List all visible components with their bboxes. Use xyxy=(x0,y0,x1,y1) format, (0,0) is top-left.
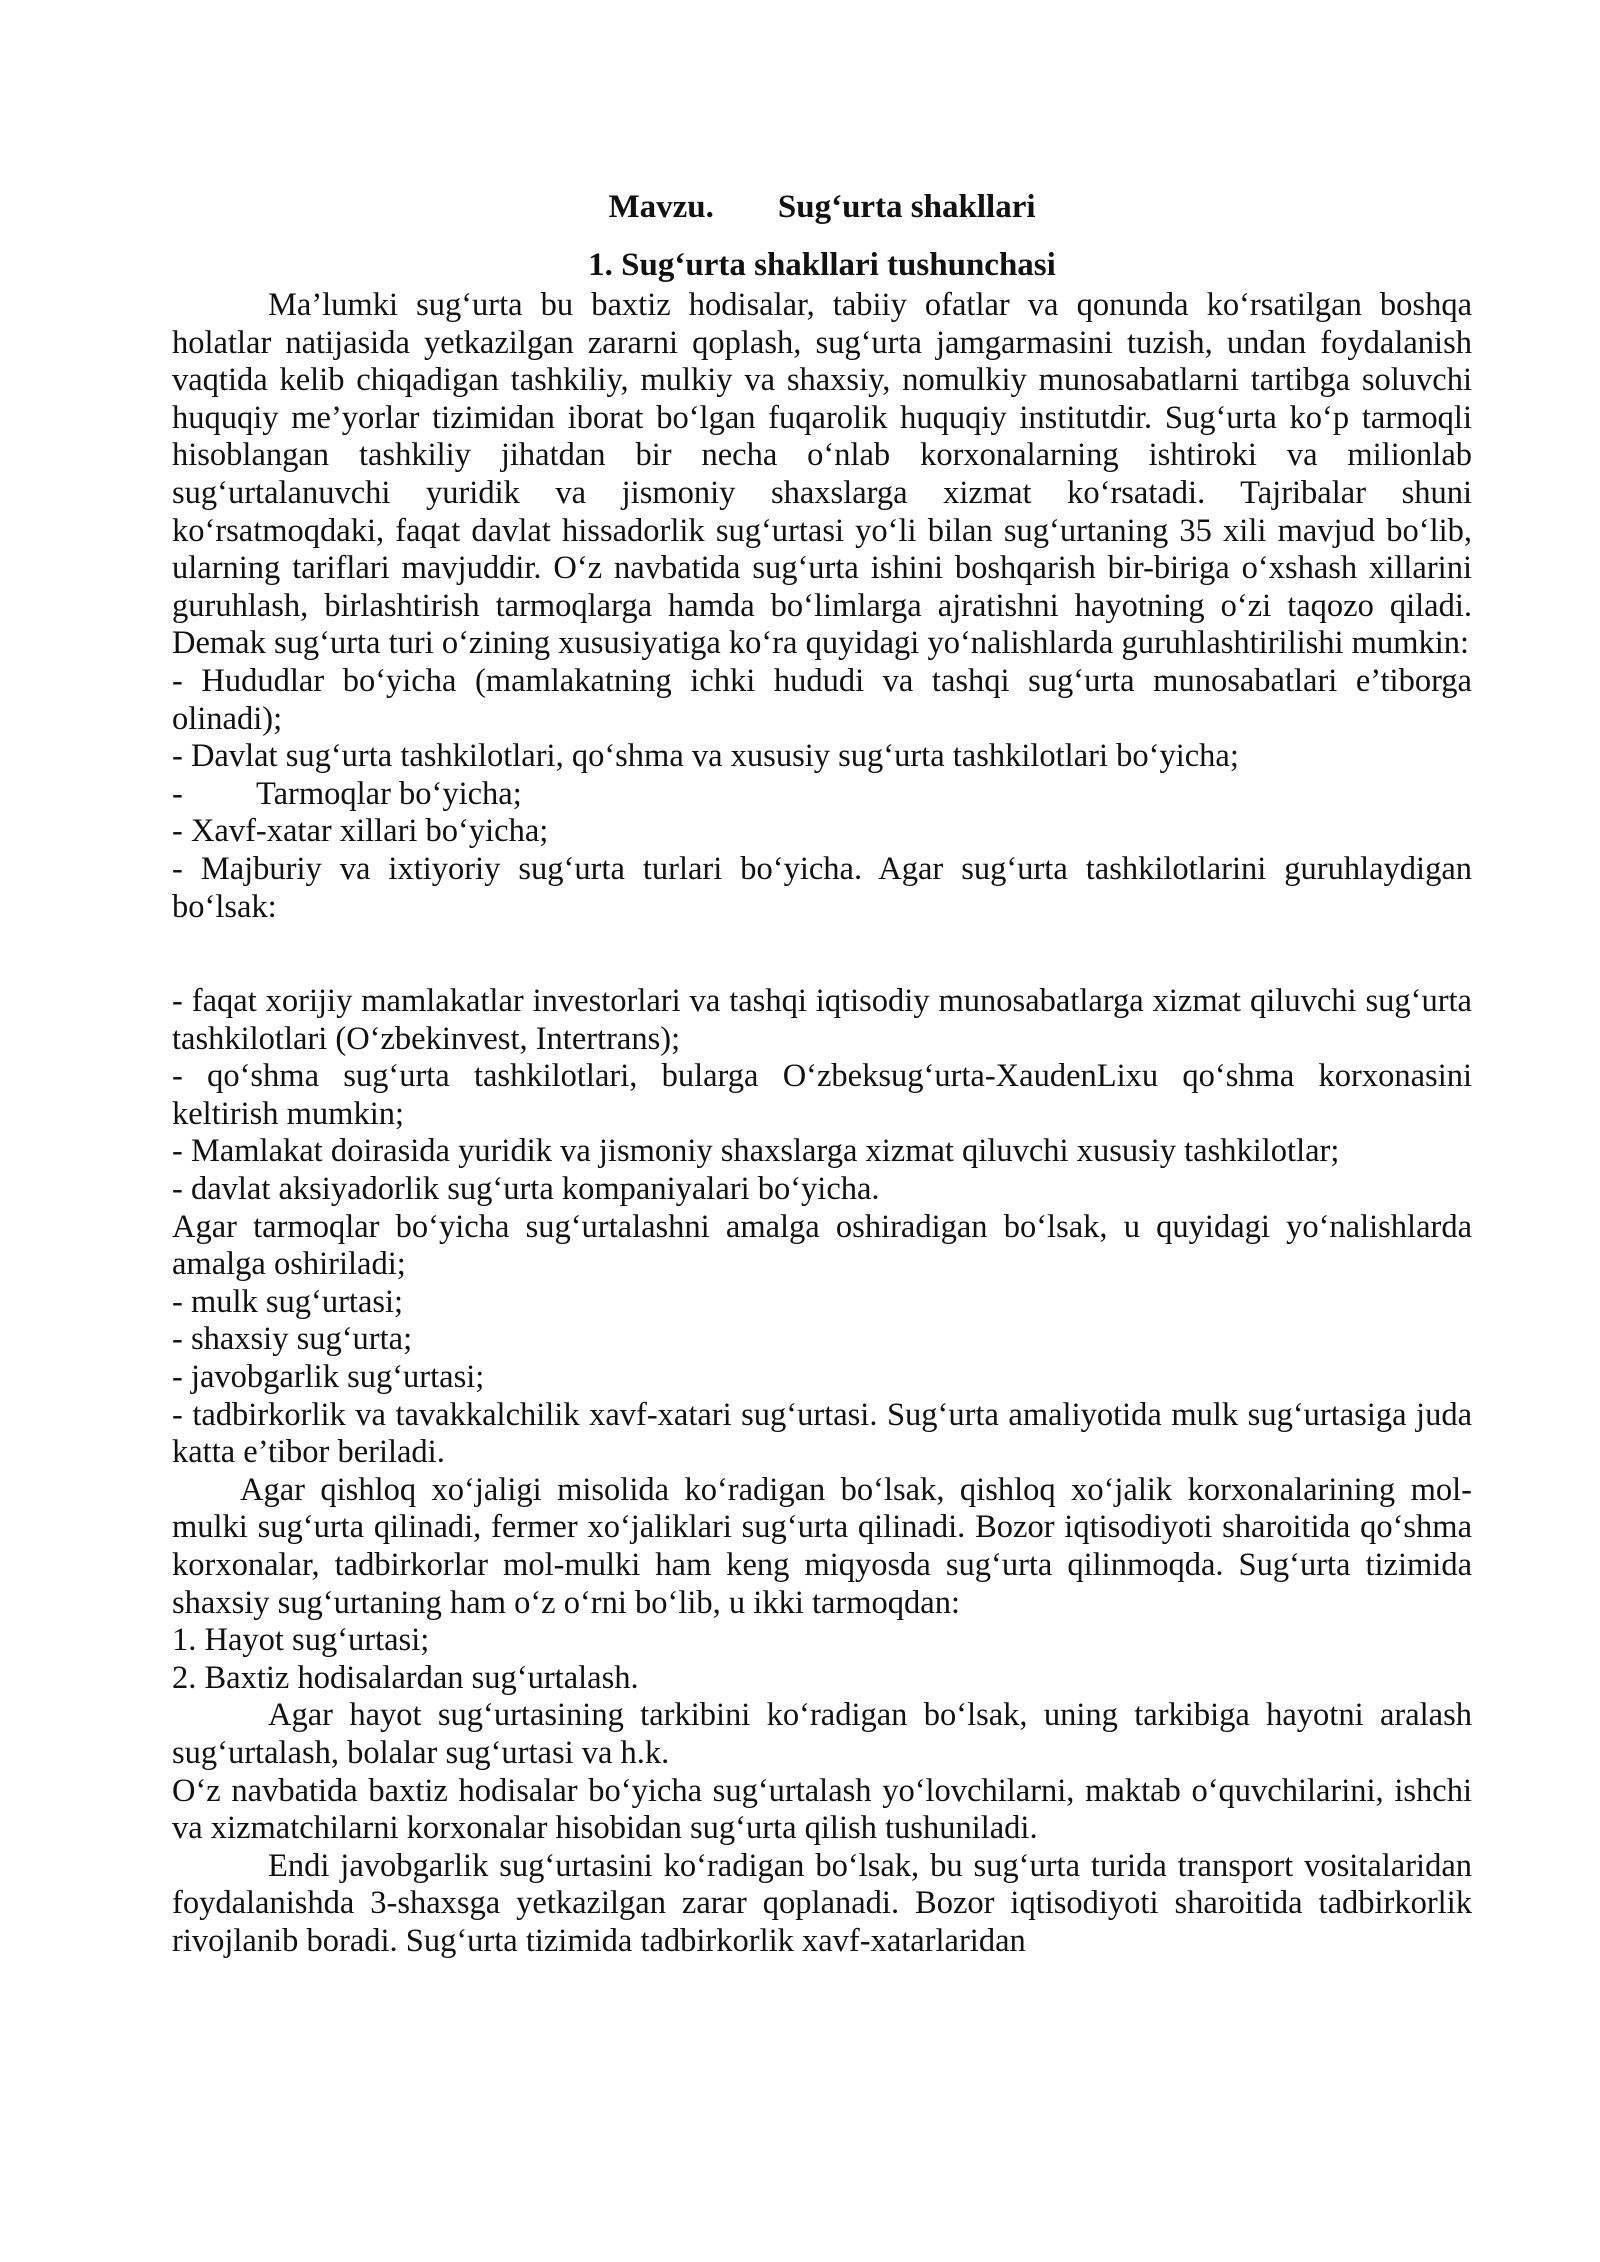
list-dash: - xyxy=(172,775,183,812)
title-mavzu: Mavzu. xyxy=(608,189,714,225)
document-body xyxy=(172,187,1472,1961)
personal-list-item: 2. Baxtiz hodisalardan sug‘urtalash. xyxy=(172,1659,639,1696)
page-title xyxy=(172,187,1472,227)
blank-line xyxy=(172,926,1472,983)
grouping-list-item: - Majburiy va ixtiyoriy sug‘urta turlari bo‘yicha. Agar sug‘urta tashkilotlarini guruhlaydigan bo‘lsak: xyxy=(172,850,1472,925)
life-paragraph: Agar hayot sug‘urtasining tarkibini ko‘radigan bo‘lsak, uning tarkibiga hayotni aralash sug‘urtalash, bolalar sug‘urtasi va h.k. xyxy=(172,1697,1472,1771)
accident-paragraph: O‘z navbatida baxtiz hodisalar bo‘yicha sug‘urtalash yo‘lovchilarni, maktab o‘quvchilarini, ishchi va xizmatchilarni korxonalar hisobidan sug‘urta qilish tushuniladi. xyxy=(172,1772,1472,1847)
organizations-list-item: - qo‘shma sug‘urta tashkilotlari, bularga O‘zbeksug‘urta-XaudenLixu qo‘shma korxonasini keltirish mumkin; xyxy=(172,1058,1472,1132)
list-item-text: Tarmoqlar bo‘yicha; xyxy=(256,775,522,812)
branches-intro: Agar tarmoqlar bo‘yicha sug‘urtalashni amalga oshiradigan bo‘lsak, u quyidagi yo‘nalishlarda amalga oshiriladi; xyxy=(172,1208,1472,1283)
grouping-list-item: - Davlat sug‘urta tashkilotlari, qo‘shma va xususiy sug‘urta tashkilotlari bo‘yicha; xyxy=(172,738,1239,775)
branches-list-item: - tadbirkorlik va tavakkalchilik xavf-xatari sug‘urtasi. Sug‘urta amaliyotida mulk sug‘urtasiga juda katta e’tibor beriladi. xyxy=(172,1396,1472,1471)
intro-paragraph: Ma’lumki sug‘urta bu baxtiz hodisalar, tabiiy ofatlar va qonunda ko‘rsatilgan boshqa holatlar natijasida yetkazilgan zararni qoplash, sug‘urta jamgarmasini tuzish, undan foydalanish vaqtida kelib chiqadigan tashkiliy, mulkiy va shaxsiy, nomulkiy munosabatlarni tartibga soluvchi huquqiy me’yorlar tizimidan iborat bo‘lgan fuqarolik huquqiy institutdir. Sug‘urta ko‘p tarmoqli hisoblangan tashkiliy jihatdan bir necha o‘nlab korxonalarning ishtiroki va milionlab sug‘urtalanuvchi yuridik va jismoniy shaxslarga xizmat ko‘rsatadi. Tajribalar shuni ko‘rsatmoqdaki, faqat davlat hissadorlik sug‘urtasi yo‘li bilan sug‘urtaning 35 xili mavjud bo‘lib, ularning tariflari mavjuddir. O‘z navbatida sug‘urta ishini boshqarish bir-biriga o‘xshash xillarini guruhlash, birlashtirish tarmoqlarga hamda bo‘limlarga ajratishni hayotning o‘zi taqozo qiladi. Demak sug‘urta turi o‘zining xususiyatiga ko‘ra quyidagi yo‘nalishlarda guruhlashtirilishi mumkin: xyxy=(172,287,1472,662)
title-topic: Sug‘urta shakllari xyxy=(777,189,1036,225)
branches-list-item: - mulk sug‘urtasi; xyxy=(172,1283,404,1320)
organizations-list-item: - davlat aksiyadorlik sug‘urta kompaniyalari bo‘yicha. xyxy=(172,1171,880,1208)
liability-paragraph: Endi javobgarlik sug‘urtasini ko‘radigan bo‘lsak, bu sug‘urta turida transport vositalaridan foydalanishda 3-shaxsga yetkazilgan zarar qoplanadi. Bozor iqtisodiyoti sharoitida tadbirkorlik rivojlanib boradi. Sug‘urta tizimida tadbirkorlik xavf-xatarlaridan xyxy=(172,1847,1472,1959)
agriculture-paragraph: Agar qishloq xo‘jaligi misolida ko‘radigan bo‘lsak, qishloq xo‘jalik korxonalarining mol-mulki sug‘urta qilinadi, fermer xo‘jaliklari sug‘urta qilinadi. Bozor iqtisodiyoti sharoitida qo‘shma korxonalar, tadbirkorlar mol-mulki ham keng miqyosda sug‘urta qilinmoqda. Sug‘urta tizimida shaxsiy sug‘urtaning ham o‘z o‘rni bo‘lib, u ikki tarmoqdan: xyxy=(172,1471,1472,1621)
section-heading: 1. Sug‘urta shakllari tushunchasi xyxy=(588,247,1056,283)
branches-list-item: - shaxsiy sug‘urta; xyxy=(172,1321,413,1358)
organizations-list-item: - faqat xorijiy mamlakatlar investorlari va tashqi iqtisodiy munosabatlarga xizmat qiluvchi sug‘urta tashkilotlari (O‘zbekinvest, Intertrans); xyxy=(172,983,1472,1057)
grouping-list-item xyxy=(172,776,1472,814)
branches-list-item: - javobgarlik sug‘urtasi; xyxy=(172,1359,485,1396)
personal-list-item: 1. Hayot sug‘urtasi; xyxy=(172,1622,430,1659)
grouping-list-item: - Hududlar bo‘yicha (mamlakatning ichki hududi va tashqi sug‘urta munosabatlari e’tiborga olinadi); xyxy=(172,662,1472,737)
grouping-list-item: - Xavf-xatar xillari bo‘yicha; xyxy=(172,813,549,850)
organizations-list-item: - Mamlakat doirasida yuridik va jismoniy shaxslarga xizmat qiluvchi xususiy tashkilotlar; xyxy=(172,1133,1340,1170)
